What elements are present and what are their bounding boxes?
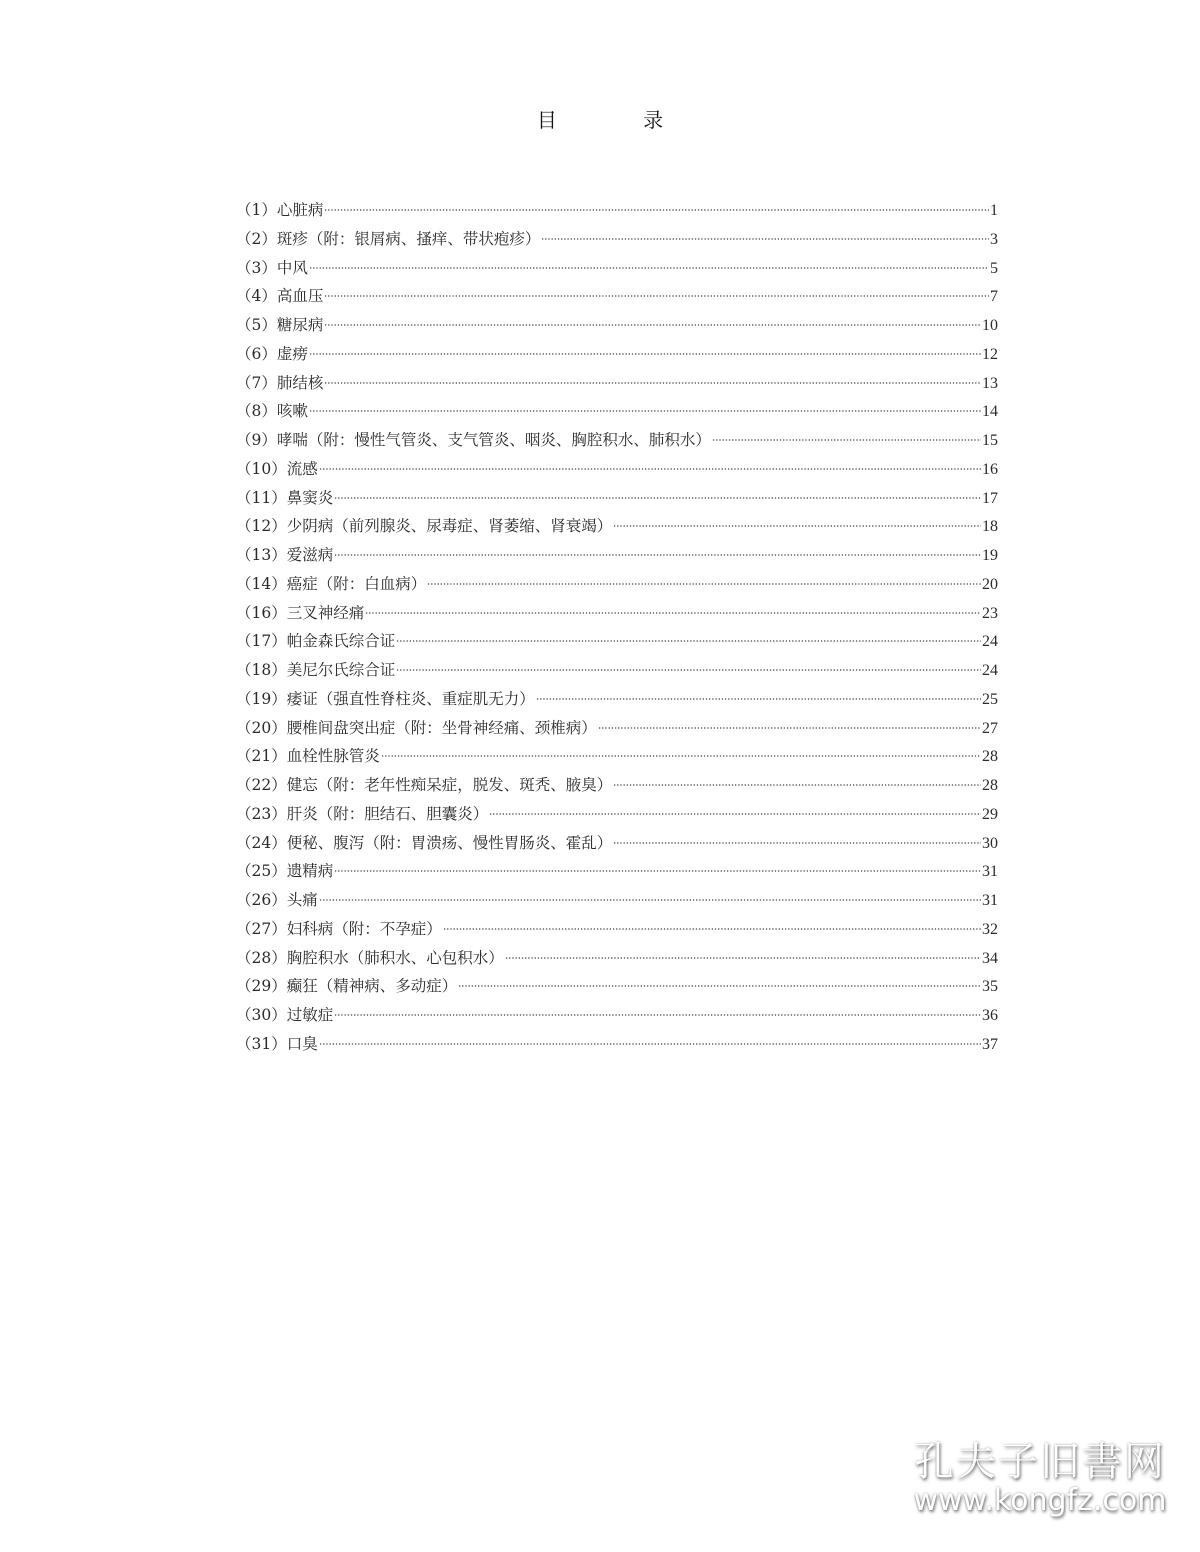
toc-entry-page-number: 18 bbox=[982, 518, 998, 536]
toc-entry-page-number: 24 bbox=[982, 633, 998, 651]
toc-entry-title: 癫狂（精神病、多动症） bbox=[286, 977, 458, 996]
toc-entry-number: （20） bbox=[236, 718, 287, 737]
dot-leader bbox=[541, 238, 989, 240]
toc-entry-number: （16） bbox=[236, 603, 287, 622]
toc-entry-title: 便秘、腹泻（附：胃溃疡、慢性胃肠炎、霍乱） bbox=[286, 833, 613, 852]
dot-leader bbox=[365, 612, 981, 614]
dot-leader bbox=[443, 928, 981, 930]
dot-leader bbox=[489, 813, 981, 815]
dot-leader bbox=[505, 957, 981, 959]
toc-entry-number: （11） bbox=[236, 488, 287, 507]
toc-entry[interactable] bbox=[236, 714, 998, 743]
toc-entry-page-number: 30 bbox=[982, 834, 998, 852]
toc-entry[interactable] bbox=[236, 656, 998, 685]
dot-leader bbox=[324, 209, 989, 211]
toc-entry-page-number: 17 bbox=[982, 489, 998, 507]
dot-leader bbox=[309, 267, 989, 269]
toc-entry-number: （24） bbox=[236, 833, 287, 852]
toc-entry[interactable] bbox=[236, 282, 998, 311]
toc-entry[interactable] bbox=[236, 915, 998, 944]
dot-leader bbox=[319, 468, 981, 470]
toc-entry[interactable] bbox=[236, 886, 998, 915]
toc-entry-title: 过敏症 bbox=[286, 1006, 334, 1024]
toc-entry-number: （28） bbox=[236, 948, 287, 967]
toc-entry-number: （2） bbox=[236, 229, 277, 248]
toc-entry-title: 健忘（附：老年性痴呆症，脱发、斑秃、腋臭） bbox=[286, 776, 613, 794]
toc-entry-title: 斑疹（附：银屑病、搔痒、带状疱疹） bbox=[276, 229, 541, 248]
dot-leader bbox=[536, 698, 981, 700]
toc-entry-number: （6） bbox=[236, 344, 277, 363]
toc-entry[interactable] bbox=[236, 800, 998, 829]
toc-entry-page-number: 28 bbox=[982, 777, 998, 794]
toc-entry[interactable] bbox=[236, 196, 998, 225]
toc-entry[interactable] bbox=[236, 944, 998, 973]
toc-entry-number: （27） bbox=[236, 919, 287, 938]
dot-leader bbox=[396, 669, 981, 671]
toc-entry-page-number: 34 bbox=[982, 949, 998, 967]
toc-entry-page-number: 19 bbox=[982, 547, 998, 564]
toc-entry-title: 中风 bbox=[276, 258, 308, 277]
toc-entry-number: （18） bbox=[236, 661, 287, 679]
toc-entry-title: 癌症（附：白血病） bbox=[286, 574, 427, 593]
toc-entry-number: （29） bbox=[236, 977, 287, 996]
toc-entry-page-number: 37 bbox=[982, 1035, 998, 1053]
toc-entry-number: （5） bbox=[236, 316, 277, 334]
watermark bbox=[900, 1440, 1180, 1518]
toc-entry[interactable] bbox=[236, 857, 998, 886]
dot-leader bbox=[324, 382, 981, 384]
dot-leader bbox=[712, 439, 981, 441]
toc-entry-page-number: 32 bbox=[982, 920, 998, 938]
toc-entry-page-number: 15 bbox=[982, 432, 998, 449]
toc-entry-page-number: 10 bbox=[982, 317, 998, 334]
toc-entry-number: （9） bbox=[236, 431, 277, 449]
toc-entry[interactable] bbox=[236, 225, 998, 254]
dot-leader bbox=[427, 583, 981, 585]
toc-entry[interactable] bbox=[236, 829, 998, 858]
toc-entry-title: 腰椎间盘突出症（附：坐骨神经痛、颈椎病） bbox=[286, 718, 597, 737]
table-of-contents bbox=[236, 196, 998, 1059]
toc-entry-number: （4） bbox=[236, 287, 277, 306]
toc-entry[interactable] bbox=[236, 599, 998, 628]
dot-leader bbox=[309, 410, 981, 412]
dot-leader bbox=[458, 985, 981, 987]
toc-entry[interactable] bbox=[236, 541, 998, 570]
toc-entry[interactable] bbox=[236, 685, 998, 714]
toc-entry[interactable] bbox=[236, 972, 998, 1001]
toc-entry[interactable] bbox=[236, 311, 998, 340]
toc-entry-page-number: 23 bbox=[982, 604, 998, 622]
toc-entry-number: （19） bbox=[236, 689, 287, 708]
toc-entry[interactable] bbox=[236, 254, 998, 283]
toc-entry-title: 爱滋病 bbox=[286, 546, 334, 564]
toc-entry-number: （1） bbox=[236, 201, 277, 219]
toc-entry[interactable] bbox=[236, 512, 998, 541]
toc-entry-title: 糖尿病 bbox=[276, 316, 324, 334]
dot-leader bbox=[334, 497, 981, 499]
dot-leader bbox=[396, 640, 981, 642]
toc-entry-page-number: 13 bbox=[982, 374, 998, 392]
toc-entry-number: （25） bbox=[236, 862, 287, 881]
dot-leader bbox=[319, 1043, 981, 1045]
toc-entry-title: 美尼尔氏综合证 bbox=[286, 661, 396, 679]
toc-entry-number: （7） bbox=[236, 373, 277, 392]
toc-entry[interactable] bbox=[236, 426, 998, 455]
toc-entry-page-number: 31 bbox=[982, 863, 998, 881]
toc-entry-title: 妇科病（附：不孕症） bbox=[286, 919, 442, 938]
toc-entry[interactable] bbox=[236, 1001, 998, 1030]
dot-leader bbox=[613, 784, 981, 786]
toc-entry-page-number: 5 bbox=[990, 259, 998, 277]
watermark-url: www.kongfz.com bbox=[913, 1483, 1167, 1518]
toc-entry[interactable] bbox=[236, 742, 998, 771]
dot-leader bbox=[613, 842, 981, 844]
dot-leader bbox=[334, 870, 981, 872]
toc-entry-number: （23） bbox=[236, 804, 287, 823]
toc-entry-number: （21） bbox=[236, 747, 287, 766]
toc-entry-title: 头痛 bbox=[286, 891, 318, 909]
toc-entry[interactable] bbox=[236, 1030, 998, 1059]
toc-entry[interactable] bbox=[236, 570, 998, 599]
toc-entry[interactable] bbox=[236, 627, 998, 656]
toc-entry-title: 遗精病 bbox=[286, 862, 334, 881]
toc-entry-number: （31） bbox=[236, 1034, 287, 1053]
watermark-site-name: 孔夫子旧書网 bbox=[914, 1439, 1166, 1485]
toc-entry-number: （26） bbox=[236, 891, 287, 909]
toc-entry-page-number: 28 bbox=[982, 748, 998, 766]
toc-entry-page-number: 1 bbox=[990, 202, 998, 219]
toc-entry-title: 哮喘（附：慢性气管炎、支气管炎、咽炎、胸腔积水、肺积水） bbox=[276, 431, 711, 449]
toc-entry-page-number: 25 bbox=[982, 690, 998, 708]
toc-entry[interactable] bbox=[236, 771, 998, 800]
toc-entry-title: 三叉神经痛 bbox=[286, 603, 365, 622]
toc-entry-page-number: 27 bbox=[982, 719, 998, 737]
toc-entry-page-number: 36 bbox=[982, 1007, 998, 1024]
dot-leader bbox=[334, 554, 981, 556]
toc-entry-number: （3） bbox=[236, 258, 277, 277]
toc-entry-title: 血栓性脉管炎 bbox=[286, 747, 380, 766]
toc-entry-title: 虚痨 bbox=[276, 344, 308, 363]
toc-entry-page-number: 20 bbox=[982, 575, 998, 593]
dot-leader bbox=[324, 324, 981, 326]
toc-entry-page-number: 7 bbox=[990, 288, 998, 306]
dot-leader bbox=[334, 1014, 981, 1016]
toc-entry-title: 肝炎（附：胆结石、胆囊炎） bbox=[286, 804, 489, 823]
toc-entry-number: （22） bbox=[236, 776, 287, 794]
toc-entry-title: 帕金森氏综合证 bbox=[286, 632, 396, 651]
toc-entry-number: （30） bbox=[236, 1006, 287, 1024]
toc-entry-title: 肺结核 bbox=[276, 373, 324, 392]
toc-entry[interactable] bbox=[236, 340, 998, 369]
toc-entry-page-number: 24 bbox=[982, 662, 998, 679]
toc-entry[interactable] bbox=[236, 369, 998, 398]
dot-leader bbox=[319, 899, 981, 901]
toc-entry-page-number: 31 bbox=[982, 892, 998, 909]
toc-entry[interactable] bbox=[236, 397, 998, 426]
toc-entry-number: （8） bbox=[236, 402, 277, 421]
toc-entry-title: 少阴病（前列腺炎、尿毒症、肾萎缩、肾衰竭） bbox=[286, 517, 613, 536]
toc-entry-page-number: 35 bbox=[982, 978, 998, 996]
toc-entry-number: （13） bbox=[236, 546, 287, 564]
toc-entry-title: 痿证（强直性脊柱炎、重症肌无力） bbox=[286, 689, 535, 708]
toc-entry-number: （17） bbox=[236, 632, 287, 651]
dot-leader bbox=[309, 353, 981, 355]
dot-leader bbox=[613, 525, 981, 527]
toc-entry-page-number: 14 bbox=[982, 403, 998, 421]
page-title: 目 录 bbox=[536, 108, 704, 132]
toc-entry-title: 咳嗽 bbox=[276, 402, 308, 421]
toc-entry[interactable] bbox=[236, 455, 998, 484]
toc-entry-page-number: 3 bbox=[990, 230, 998, 248]
toc-entry-title: 心脏病 bbox=[276, 201, 324, 219]
toc-entry-page-number: 29 bbox=[982, 805, 998, 823]
dot-leader bbox=[598, 727, 981, 729]
toc-entry[interactable] bbox=[236, 484, 998, 513]
toc-entry-title: 流感 bbox=[286, 459, 318, 478]
dot-leader bbox=[324, 295, 989, 297]
toc-entry-title: 高血压 bbox=[276, 287, 324, 306]
toc-entry-title: 胸腔积水（肺积水、心包积水） bbox=[286, 948, 504, 967]
toc-entry-page-number: 16 bbox=[982, 460, 998, 478]
toc-entry-number: （12） bbox=[236, 517, 287, 536]
toc-entry-number: （14） bbox=[236, 574, 287, 593]
dot-leader bbox=[381, 755, 981, 757]
toc-entry-page-number: 12 bbox=[982, 345, 998, 363]
toc-entry-number: （10） bbox=[236, 459, 287, 478]
toc-entry-title: 鼻窦炎 bbox=[286, 488, 334, 507]
toc-entry-title: 口臭 bbox=[286, 1034, 318, 1053]
